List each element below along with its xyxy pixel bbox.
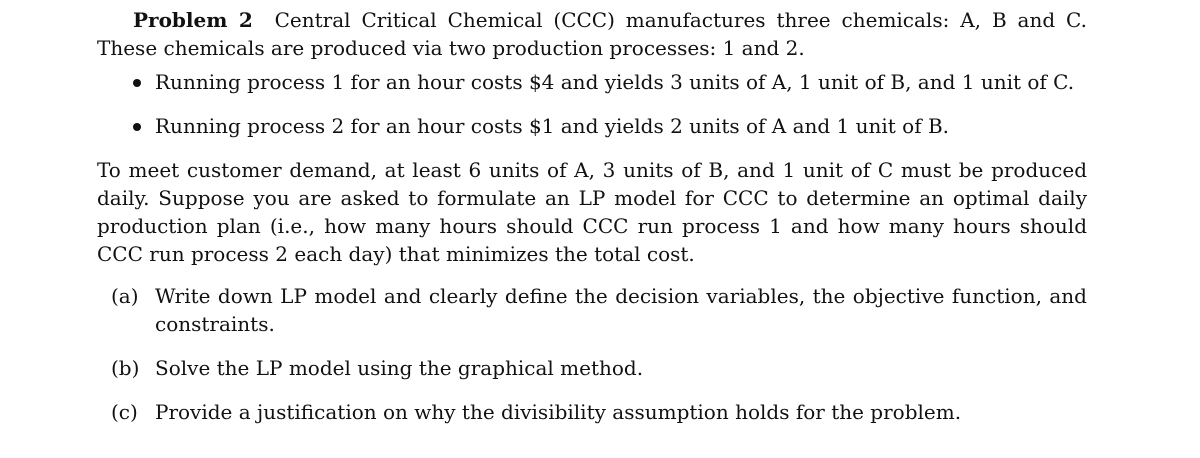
question-parts-list [97, 282, 1087, 426]
process-text: Running process 1 for an hour costs $4 and yields 3 units of A, 1 unit of B, and 1 unit of C. [155, 70, 1075, 94]
process-text: Running process 2 for an hour costs $1 and yields 2 units of A and 1 unit of B. [155, 114, 950, 138]
question-part [97, 354, 1087, 382]
part-marker: (c) [111, 400, 138, 424]
part-marker: (b) [111, 356, 140, 380]
problem-intro-text: Central Critical Chemical (CCC) manufactures three chemicals: A, B and C. These chemicals are produced via two production processes: 1 and 2. [97, 8, 1087, 60]
process-list [97, 68, 1087, 140]
process-item [97, 68, 1087, 96]
question-part [97, 282, 1087, 338]
part-text: Provide a justification on why the divisibility assumption holds for the problem. [155, 400, 962, 424]
bullet-icon [133, 79, 141, 87]
bullet-icon [133, 123, 141, 131]
problem-heading: Problem 2 [133, 8, 253, 32]
problem-intro-paragraph [97, 6, 1087, 62]
question-part [97, 398, 1087, 426]
part-text: Write down LP model and clearly define the decision variables, the objective function, and constraints. [155, 284, 1087, 336]
demand-paragraph: To meet customer demand, at least 6 units of A, 3 units of B, and 1 unit of C must be produced daily. Suppose you are asked to formulate an LP model for CCC to determine an optimal daily production plan (i.e., how many hours should CCC run process 1 and how many hours should CCC run process 2 each day) that minimizes the total cost. [97, 158, 1087, 266]
process-item [97, 112, 1087, 140]
part-marker: (a) [111, 284, 139, 308]
part-text: Solve the LP model using the graphical method. [155, 356, 644, 380]
problem-document [97, 6, 1087, 442]
